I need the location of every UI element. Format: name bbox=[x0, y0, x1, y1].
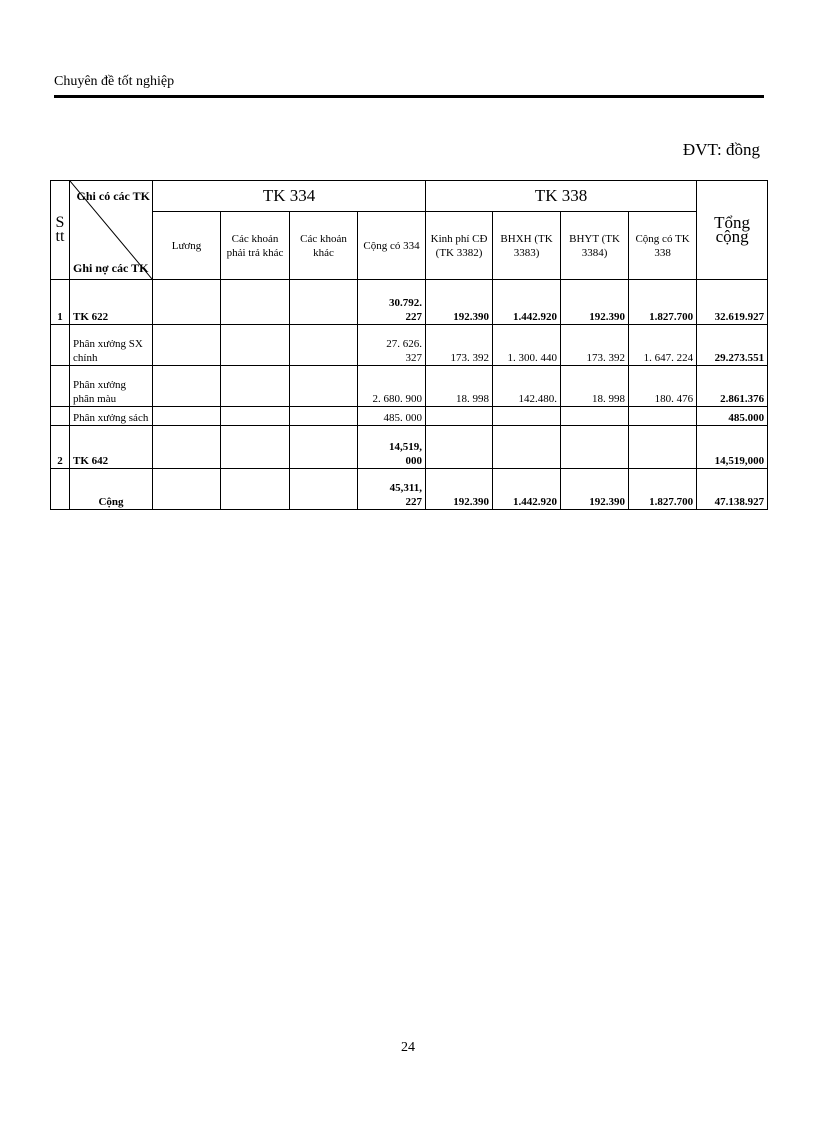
page-number: 24 bbox=[401, 1040, 415, 1055]
row-phai-tra bbox=[221, 280, 290, 325]
row-stt: 2 bbox=[51, 426, 70, 469]
row-cong-334: 27. 626. 327 bbox=[358, 325, 426, 366]
row-kpcd: 192.390 bbox=[426, 469, 493, 510]
debit-accounts-label: Ghi nợ các TK bbox=[73, 261, 149, 275]
row-stt bbox=[51, 407, 70, 426]
row-cong-338: 1. 647. 224 bbox=[629, 325, 697, 366]
row-kpcd: 192.390 bbox=[426, 280, 493, 325]
col-phai-tra-header: Các khoản phải trả khác bbox=[221, 212, 290, 280]
row-phai-tra bbox=[221, 407, 290, 426]
row-account: Phân xưởng SX chính bbox=[70, 325, 153, 366]
row-bhyt: 173. 392 bbox=[561, 325, 629, 366]
row-luong bbox=[153, 426, 221, 469]
row-bhyt bbox=[561, 407, 629, 426]
row-cong-334: 30.792. 227 bbox=[358, 280, 426, 325]
col-luong-header: Lương bbox=[153, 212, 221, 280]
table-header-row-1 bbox=[51, 181, 768, 212]
row-kpcd: 18. 998 bbox=[426, 366, 493, 407]
row-cong-338: 1.827.700 bbox=[629, 469, 697, 510]
row-bhxh: 142.480. bbox=[493, 366, 561, 407]
unit-label: ĐVT: đồng bbox=[682, 140, 760, 159]
col-bhyt-header: BHYT (TK 3384) bbox=[561, 212, 629, 280]
row-bhyt: 192.390 bbox=[561, 469, 629, 510]
row-phai-tra bbox=[221, 366, 290, 407]
row-stt bbox=[51, 325, 70, 366]
row-kpcd bbox=[426, 407, 493, 426]
row-phai-tra bbox=[221, 325, 290, 366]
row-khac bbox=[290, 366, 358, 407]
row-kpcd: 173. 392 bbox=[426, 325, 493, 366]
col-cong-338-header: Cộng có TK 338 bbox=[629, 212, 697, 280]
row-stt bbox=[51, 469, 70, 510]
row-luong bbox=[153, 469, 221, 510]
credit-accounts-label: Ghi có các TK bbox=[76, 189, 150, 203]
row-khac bbox=[290, 426, 358, 469]
row-phai-tra bbox=[221, 426, 290, 469]
row-account: TK 622 bbox=[70, 280, 153, 325]
total-header: Tổng cộng bbox=[697, 181, 768, 280]
col-kpcd-header: Kinh phí CĐ (TK 3382) bbox=[426, 212, 493, 280]
tk338-group-header: TK 338 bbox=[426, 181, 697, 212]
row-bhxh: 1. 300. 440 bbox=[493, 325, 561, 366]
row-account: Cộng bbox=[70, 469, 153, 510]
row-khac bbox=[290, 280, 358, 325]
table-row bbox=[51, 366, 768, 407]
document-header-title: Chuyên đề tốt nghiệp bbox=[54, 74, 175, 89]
row-stt bbox=[51, 366, 70, 407]
col-khac-header: Các khoản khác bbox=[290, 212, 358, 280]
row-luong bbox=[153, 407, 221, 426]
row-total: 29.273.551 bbox=[697, 325, 768, 366]
row-total: 2.861.376 bbox=[697, 366, 768, 407]
row-phai-tra bbox=[221, 469, 290, 510]
row-cong-334: 485. 000 bbox=[358, 407, 426, 426]
row-total: 47.138.927 bbox=[697, 469, 768, 510]
col-bhxh-header: BHXH (TK 3383) bbox=[493, 212, 561, 280]
row-account: Phân xưởng phân màu bbox=[70, 366, 153, 407]
col-cong-334-header: Cộng có 334 bbox=[358, 212, 426, 280]
tk334-group-header: TK 334 bbox=[153, 181, 426, 212]
row-khac bbox=[290, 469, 358, 510]
row-account: Phân xưởng sách bbox=[70, 407, 153, 426]
row-total: 14,519,000 bbox=[697, 426, 768, 469]
row-stt: 1 bbox=[51, 280, 70, 325]
row-cong-338 bbox=[629, 407, 697, 426]
row-khac bbox=[290, 407, 358, 426]
account-diagonal-header bbox=[70, 181, 153, 280]
table-row bbox=[51, 426, 768, 469]
table-header-row-2 bbox=[51, 212, 768, 280]
table-row bbox=[51, 407, 768, 426]
table-row bbox=[51, 469, 768, 510]
stt-header-label: S tt bbox=[55, 214, 65, 245]
row-cong-338: 180. 476 bbox=[629, 366, 697, 407]
row-bhxh: 1.442.920 bbox=[493, 280, 561, 325]
row-bhyt bbox=[561, 426, 629, 469]
row-cong-334: 14,519, 000 bbox=[358, 426, 426, 469]
row-cong-334: 45,311, 227 bbox=[358, 469, 426, 510]
row-account: TK 642 bbox=[70, 426, 153, 469]
header-divider bbox=[54, 95, 764, 98]
row-cong-338 bbox=[629, 426, 697, 469]
row-khac bbox=[290, 325, 358, 366]
row-cong-334: 2. 680. 900 bbox=[358, 366, 426, 407]
row-kpcd bbox=[426, 426, 493, 469]
table-row bbox=[51, 325, 768, 366]
row-bhxh bbox=[493, 426, 561, 469]
salary-allocation-table bbox=[50, 180, 768, 510]
row-luong bbox=[153, 280, 221, 325]
row-luong bbox=[153, 325, 221, 366]
row-total: 485.000 bbox=[697, 407, 768, 426]
row-bhyt: 192.390 bbox=[561, 280, 629, 325]
row-bhyt: 18. 998 bbox=[561, 366, 629, 407]
row-total: 32.619.927 bbox=[697, 280, 768, 325]
stt-header bbox=[51, 181, 70, 280]
row-bhxh bbox=[493, 407, 561, 426]
table-row bbox=[51, 280, 768, 325]
row-bhxh: 1.442.920 bbox=[493, 469, 561, 510]
row-luong bbox=[153, 366, 221, 407]
row-cong-338: 1.827.700 bbox=[629, 280, 697, 325]
